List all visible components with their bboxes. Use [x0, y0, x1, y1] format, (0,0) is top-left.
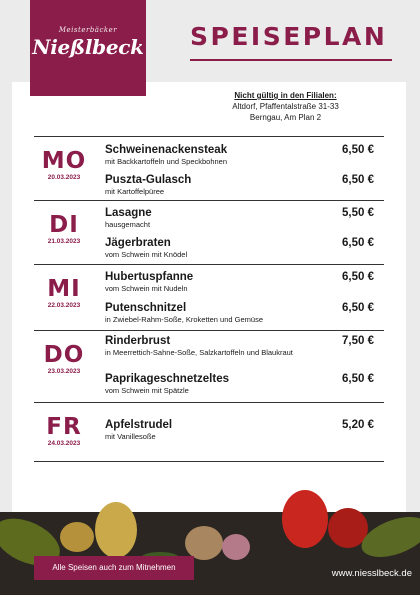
- red-pepper-shape: [282, 490, 328, 548]
- vegetables-photo: [0, 512, 420, 595]
- potato-shape: [60, 522, 94, 552]
- day-abbr: DO: [43, 342, 85, 368]
- dish-price: 7,50 €: [342, 335, 374, 347]
- day-label: [34, 277, 94, 309]
- day-block-wednesday: [34, 264, 384, 331]
- logo-tagline: Meisterbäcker: [58, 26, 118, 34]
- dish-description: mit Vanillesoße: [105, 432, 156, 441]
- dish-name: Paprikageschnetzeltes: [105, 373, 230, 385]
- day-block-monday: [34, 136, 384, 205]
- dish-price: 6,50 €: [342, 302, 374, 314]
- dish-price: 5,20 €: [342, 419, 374, 431]
- dish-name: Lasagne: [105, 207, 152, 219]
- day-block-thursday: [34, 330, 384, 403]
- day-date: 23.03.2023: [47, 368, 81, 375]
- day-date: 22.03.2023: [47, 302, 81, 309]
- notice-heading: Nicht gültig in den Filialen:: [234, 91, 337, 100]
- dish-item: [105, 173, 384, 197]
- onion-shape: [185, 526, 223, 560]
- brand-logo[interactable]: [30, 0, 146, 96]
- day-abbr: MO: [41, 148, 87, 174]
- dish-description: mit Backkartoffeln und Speckbohnen: [105, 157, 228, 166]
- dish-item: [105, 301, 384, 325]
- dish-description: mit Kartoffelpüree: [105, 187, 165, 196]
- dish-item: [105, 143, 384, 167]
- day-label: [34, 149, 94, 181]
- day-label: [34, 213, 94, 245]
- dish-description: in Meerrettich-Sahne-Soße, Salzkartoffeln und Blaukraut: [105, 348, 293, 357]
- day-block-friday: [34, 402, 384, 462]
- logo-brand-name: Nießlbeck: [32, 35, 144, 59]
- day-abbr: MI: [47, 276, 81, 302]
- potato-shape: [95, 502, 137, 558]
- dish-price: 6,50 €: [342, 174, 374, 186]
- dish-item: [105, 206, 384, 230]
- dish-price: 6,50 €: [342, 373, 374, 385]
- dish-item: [105, 236, 384, 260]
- dish-description: vom Schwein mit Spätzle: [105, 386, 189, 395]
- day-date: 21.03.2023: [47, 238, 81, 245]
- takeaway-badge: Alle Speisen auch zum Mitnehmen: [34, 556, 194, 580]
- dish-price: 6,50 €: [342, 237, 374, 249]
- title-underline: [190, 59, 392, 61]
- page-title: SPEISEPLAN: [190, 22, 388, 51]
- day-label: [34, 415, 94, 447]
- notice-branch-1: Altdorf, Pfaffentalstraße 31-33: [232, 102, 339, 111]
- dish-name: Jägerbraten: [105, 237, 171, 249]
- branch-notice: [198, 90, 373, 123]
- dish-description: vom Schwein mit Nudeln: [105, 284, 188, 293]
- dish-item: [105, 372, 384, 396]
- dish-name: Apfelstrudel: [105, 419, 173, 431]
- day-date: 20.03.2023: [47, 174, 81, 181]
- dish-price: 5,50 €: [342, 207, 374, 219]
- dish-price: 6,50 €: [342, 271, 374, 283]
- onion-shape: [222, 534, 250, 560]
- notice-branch-2: Berngau, Am Plan 2: [249, 113, 322, 122]
- green-pepper-shape: [356, 509, 420, 565]
- dish-name: Putenschnitzel: [105, 302, 187, 314]
- day-block-tuesday: [34, 200, 384, 265]
- dish-name: Schweinenackensteak: [105, 144, 228, 156]
- dish-item: [105, 334, 384, 358]
- dish-description: hausgemacht: [105, 220, 151, 229]
- website-link[interactable]: www.niesslbeck.de: [331, 568, 412, 579]
- day-abbr: FR: [46, 414, 82, 440]
- dish-description: vom Schwein mit Knödel: [105, 250, 188, 259]
- dish-name: Hubertuspfanne: [105, 271, 194, 283]
- day-abbr: DI: [49, 212, 79, 238]
- day-label: [34, 343, 94, 375]
- dish-description: in Zwiebel-Rahm-Soße, Kroketten und Gemüse: [105, 315, 263, 324]
- dish-item: [105, 418, 384, 442]
- dish-price: 6,50 €: [342, 144, 374, 156]
- dish-name: Puszta-Gulasch: [105, 174, 192, 186]
- day-date: 24.03.2023: [47, 440, 81, 447]
- dish-item: [105, 270, 384, 294]
- dish-name: Rinderbrust: [105, 335, 171, 347]
